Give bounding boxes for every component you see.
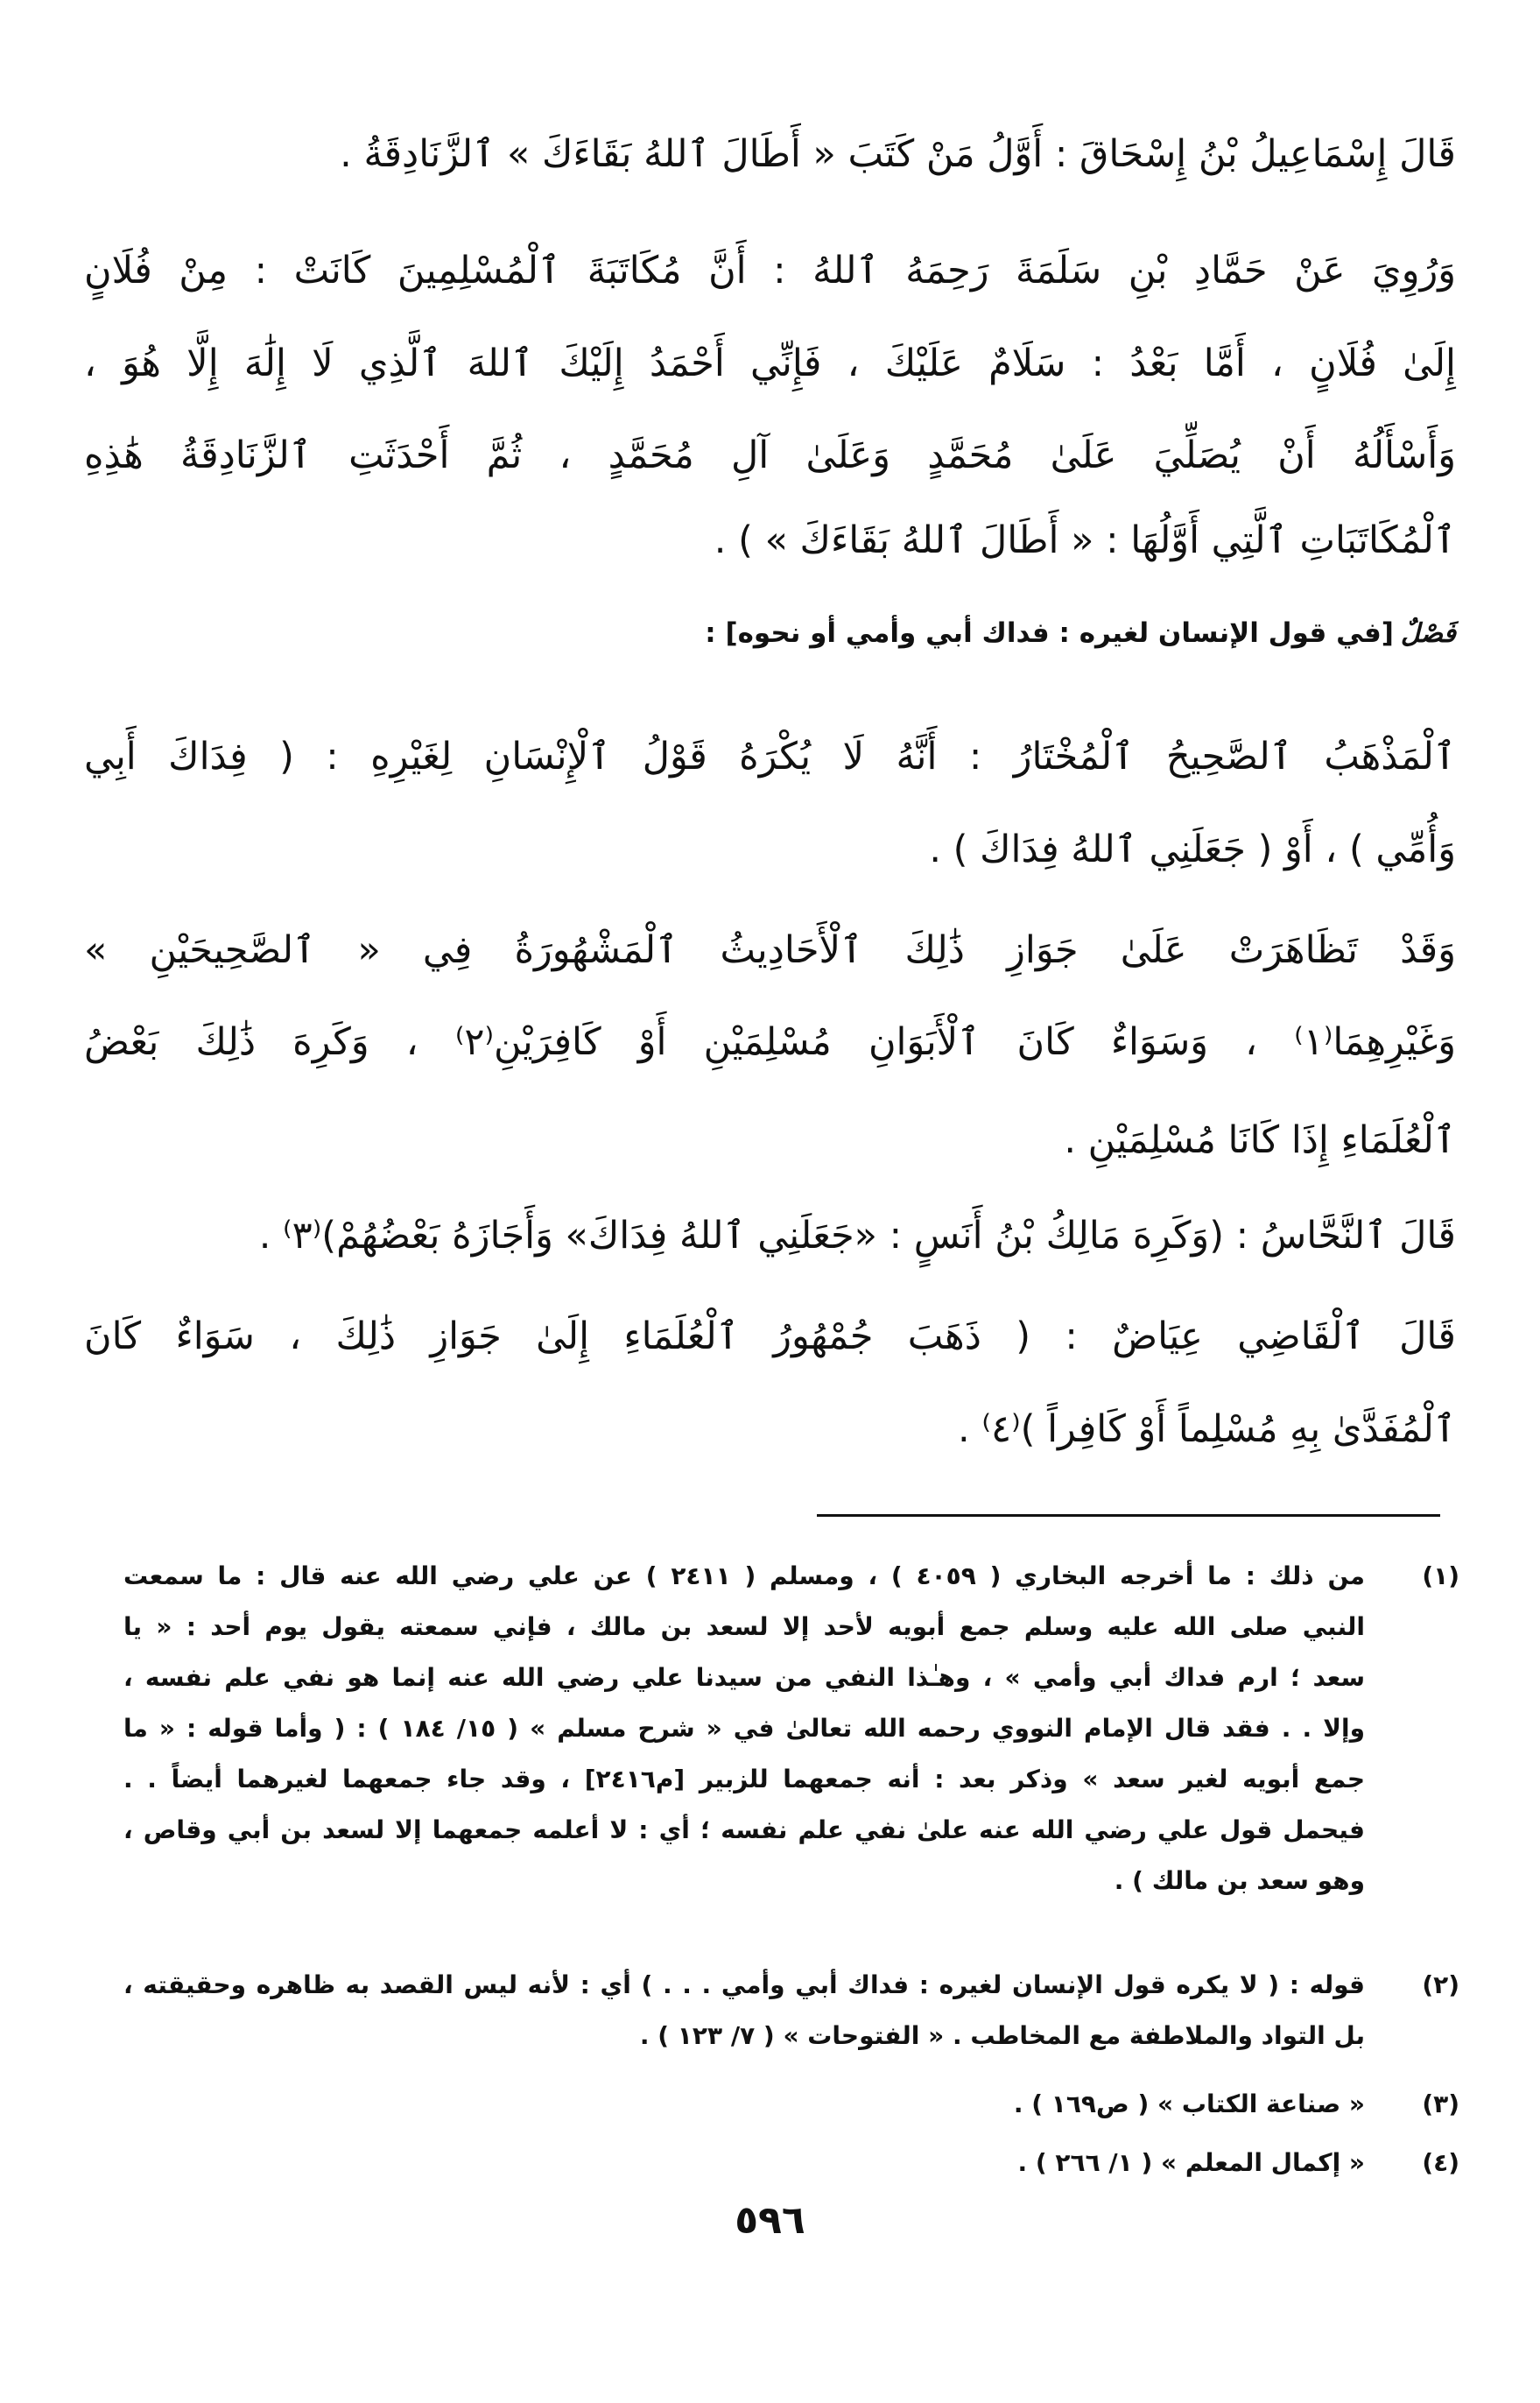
section-heading — [84, 589, 1456, 677]
section-label: فَصْلٌ — [1400, 618, 1456, 649]
body-line: قَالَ ٱلْقَاضِي عِيَاضٌ : ( ذَهَبَ جُمْهُورُ ٱلْعُلَمَاءِ إِلَىٰ جَوَازِ ذَٰلِكَ ، سَوَاءٌ كَانَ — [84, 1314, 1456, 1358]
footnote-line: قوله : ( لا يكره قول الإنسان لغيره : فداك أبي وأمي . . . ) أي : لأنه ليس القصد به ظاهره وحقيقته ، — [123, 1970, 1365, 1999]
footnote-number: (١) — [1422, 1561, 1459, 1590]
footnote-line: « إكمال المعلم » ( ١/ ٢٦٦ ) . — [1017, 2148, 1365, 2177]
body-line: قَالَ إِسْمَاعِيلُ بْنُ إِسْحَاقَ : أَوَّلُ مَنْ كَتَبَ « أَطَالَ ٱللهُ بَقَاءَكَ » ٱلزَّنَادِقَةُ . — [340, 132, 1456, 176]
footnote-line: « صناعة الكتاب » ( ص١٦٩ ) . — [1013, 2089, 1365, 2118]
footnote-divider — [817, 1514, 1440, 1517]
footnote-line: النبي صلى الله عليه وسلم جمع أبويه لأحد إلا لسعد بن مالك ، فإني سمعته يقول يوم أحد : « يا — [123, 1612, 1365, 1641]
footnote-line: فيحمل قول علي رضي الله عنه علىٰ نفي علم نفسه ؛ أي : لا أعلمه جمعهما إلا لسعد بن أبي وقاص ، — [123, 1815, 1365, 1844]
body-line: ٱلْمَذْهَبُ ٱلصَّحِيحُ ٱلْمُخْتَارُ : أَنَّهُ لَا يُكْرَهُ قَوْلُ ٱلْإِنْسَانِ لِغَيْرِهِ : ( فِدَاكَ أَبِي — [84, 735, 1456, 779]
footnote-line: بل التواد والملاطفة مع المخاطب . « الفتوحات » ( ٧/ ١٢٣ ) . — [639, 2021, 1365, 2050]
body-line: إِلَىٰ فُلَانٍ ، أَمَّا بَعْدُ : سَلَامٌ عَلَيْكَ ، فَإِنِّي أَحْمَدُ إِلَيْكَ ٱللهَ ٱلَّذِي لَا إِلَٰهَ إِلَّا هُوَ ، — [84, 342, 1456, 385]
body-line: وَأُمِّي ) ، أَوْ ( جَعَلَنِي ٱللهُ فِدَاكَ ) . — [929, 828, 1456, 871]
footnote-line: من ذلك : ما أخرجه البخاري ( ٤٠٥٩ ) ، ومسلم ( ٢٤١١ ) عن علي رضي الله عنه قال : ما سمعت — [123, 1561, 1365, 1590]
footnote-number: (٣) — [1422, 2089, 1459, 2118]
footnote-number: (٤) — [1422, 2148, 1459, 2177]
body-line: وَأَسْأَلُهُ أَنْ يُصَلِّيَ عَلَىٰ مُحَمَّدٍ وَعَلَىٰ آلِ مُحَمَّدٍ ، ثُمَّ أَحْدَثَتِ ٱلزَّنَادِقَةُ هَٰذِهِ — [84, 433, 1456, 477]
body-line: قَالَ ٱلنَّحَّاسُ : (وَكَرِهَ مَالِكُ بْنُ أَنَسٍ : «جَعَلَنِي ٱللهُ فِدَاكَ» وَأَجَازَهُ بَعْضُهُمْ)⁽٣⁾ . — [258, 1214, 1456, 1258]
footnote-number: (٢) — [1422, 1970, 1459, 1999]
footnote-line: سعد ؛ ارم فداك أبي وأمي » ، وهـٰذا النفي من سيدنا علي رضي الله عنه إنما هو نفي علم نفسه ، — [123, 1663, 1365, 1692]
body-line: ٱلْمُكَاتَبَاتِ ٱلَّتِي أَوَّلُهَا : « أَطَالَ ٱللهُ بَقَاءَكَ » ) . — [714, 518, 1456, 562]
body-line: وَغَيْرِهِمَا⁽١⁾ ، وَسَوَاءٌ كَانَ ٱلْأَبَوَانِ مُسْلِمَيْنِ أَوْ كَافِرَيْنِ⁽٢⁾ ، وَكَرِهَ ذَٰلِكَ بَعْضُ — [84, 1020, 1456, 1064]
footnote-line: وإلا . . فقد قال الإمام النووي رحمه الله تعالىٰ في « شرح مسلم » ( ١٥/ ١٨٤ ) : ( وأما قوله : « ما — [123, 1714, 1365, 1743]
page-number: ٥٩٦ — [735, 2198, 805, 2243]
section-title: [في قول الإنسان لغيره : فداك أبي وأمي أو نحوه] : — [705, 617, 1394, 649]
body-line: ٱلْعُلَمَاءِ إِذَا كَانَا مُسْلِمَيْنِ . — [1064, 1118, 1456, 1162]
footnote-line: وهو سعد بن مالك ) . — [1114, 1866, 1365, 1895]
body-line: وَقَدْ تَظَاهَرَتْ عَلَىٰ جَوَازِ ذَٰلِكَ ٱلْأَحَادِيثُ ٱلْمَشْهُورَةُ فِي « ٱلصَّحِيحَيْنِ » — [84, 928, 1456, 972]
body-line: وَرُوِيَ عَنْ حَمَّادِ بْنِ سَلَمَةَ رَحِمَهُ ٱللهُ : أَنَّ مُكَاتَبَةَ ٱلْمُسْلِمِينَ كَانَتْ : مِنْ فُلَانٍ — [84, 249, 1456, 292]
footnote-line: جمع أبويه لغير سعد » وذكر بعد : أنه جمعهما للزبير [م٢٤١٦] ، وقد جاء جمعهما لغيرهما أيضاً . . — [123, 1765, 1365, 1793]
body-line: ٱلْمُفَدَّىٰ بِهِ مُسْلِماً أَوْ كَافِراً )⁽٤⁾ . — [958, 1407, 1456, 1451]
